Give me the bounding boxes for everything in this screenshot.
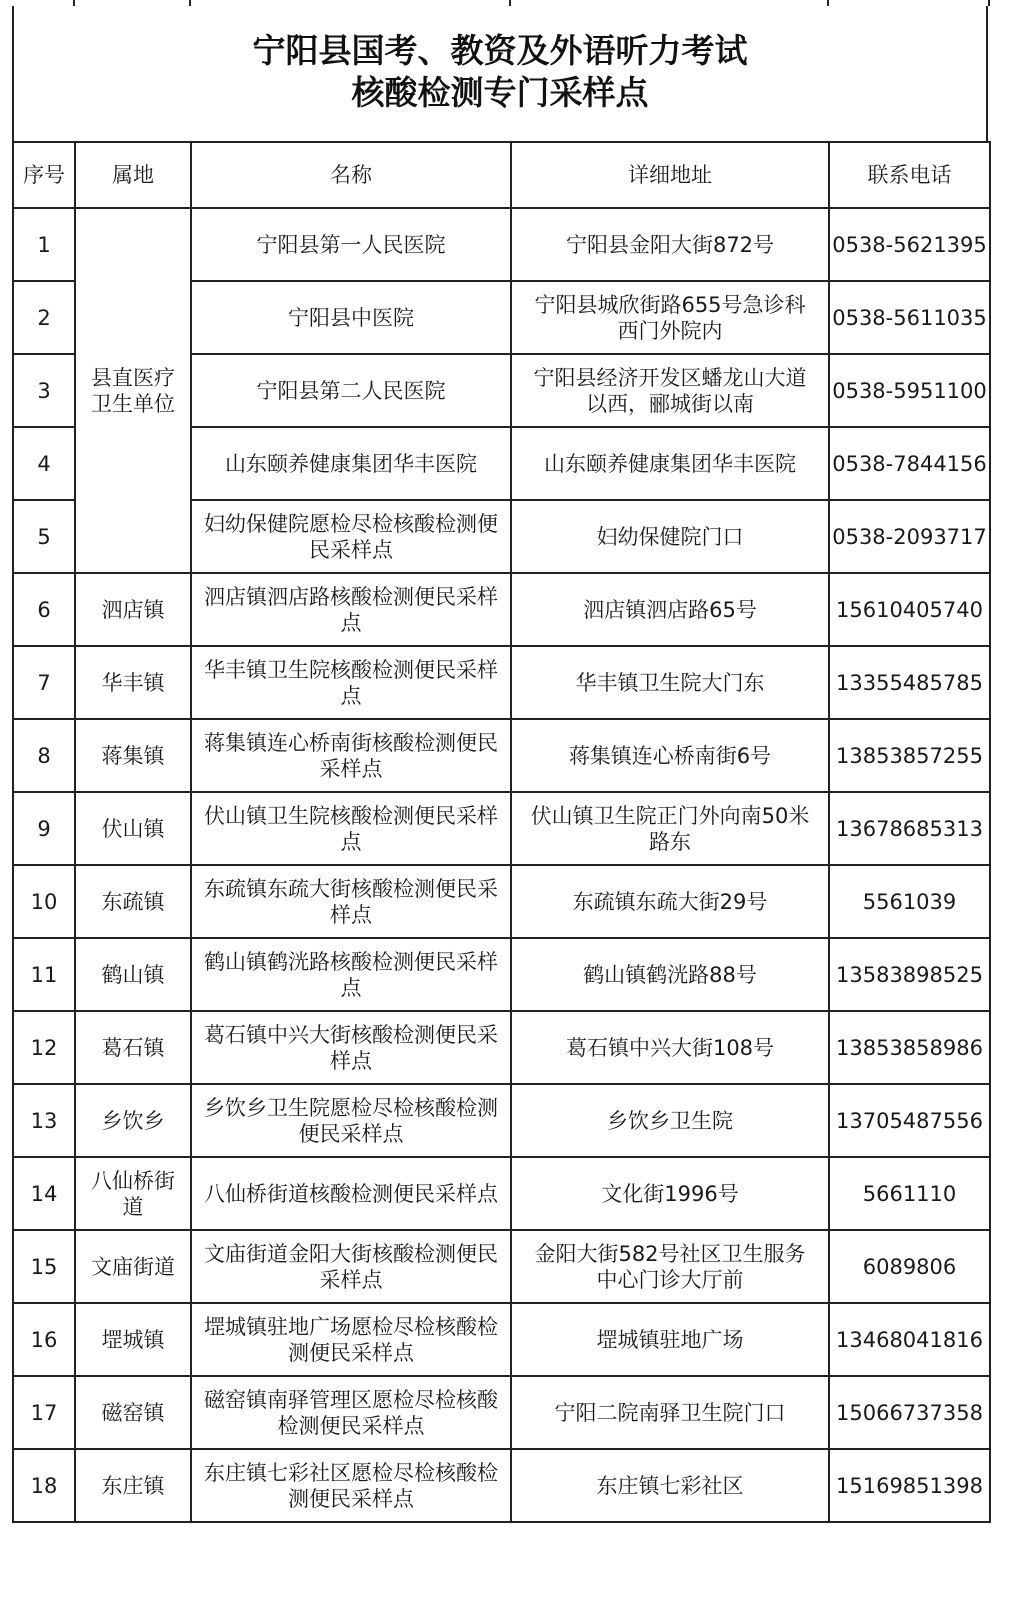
cell-name: 鹤山镇鹤洸路核酸检测便民采样点 — [191, 938, 511, 1011]
cell-phone: 13355485785 — [829, 646, 990, 719]
cell-name: 东疏镇东疏大街核酸检测便民采样点 — [191, 865, 511, 938]
cell-name: 蒋集镇连心桥南街核酸检测便民采样点 — [191, 719, 511, 792]
table-row — [13, 573, 990, 646]
cell-seq: 11 — [13, 938, 75, 1011]
cell-address: 堽城镇驻地广场 — [511, 1303, 829, 1376]
cell-name: 妇幼保健院愿检尽检核酸检测便民采样点 — [191, 500, 511, 573]
cell-phone: 15610405740 — [829, 573, 990, 646]
cell-seq: 8 — [13, 719, 75, 792]
cell-address: 蒋集镇连心桥南街6号 — [511, 719, 829, 792]
cell-name: 磁窑镇南驿管理区愿检尽检核酸检测便民采样点 — [191, 1376, 511, 1449]
title-line-2: 核酸检测专门采样点 — [351, 73, 649, 112]
table-row — [13, 865, 990, 938]
cell-area: 东疏镇 — [75, 865, 191, 938]
cell-area: 文庙街道 — [75, 1230, 191, 1303]
cell-area: 华丰镇 — [75, 646, 191, 719]
cell-seq: 15 — [13, 1230, 75, 1303]
cell-name: 泗店镇泗店路核酸检测便民采样点 — [191, 573, 511, 646]
cell-address: 金阳大街582号社区卫生服务中心门诊大厅前 — [511, 1230, 829, 1303]
cell-phone: 5561039 — [829, 865, 990, 938]
cell-phone: 6089806 — [829, 1230, 990, 1303]
cell-phone: 15066737358 — [829, 1376, 990, 1449]
table-row — [13, 1084, 990, 1157]
cell-address: 泗店镇泗店路65号 — [511, 573, 829, 646]
cell-phone: 0538-5621395 — [829, 208, 990, 281]
cell-seq: 3 — [13, 354, 75, 427]
cell-address: 东庄镇七彩社区 — [511, 1449, 829, 1522]
header-phone: 联系电话 — [829, 142, 990, 208]
cell-phone: 13853858986 — [829, 1011, 990, 1084]
cell-phone: 0538-2093717 — [829, 500, 990, 573]
cell-seq: 5 — [13, 500, 75, 573]
table-row — [13, 1157, 990, 1230]
cell-name: 堽城镇驻地广场愿检尽检核酸检测便民采样点 — [191, 1303, 511, 1376]
cell-address: 葛石镇中兴大街108号 — [511, 1011, 829, 1084]
cell-area: 八仙桥街道 — [75, 1157, 191, 1230]
cell-phone: 13678685313 — [829, 792, 990, 865]
cell-address: 宁阳县金阳大街872号 — [511, 208, 829, 281]
cell-address: 鹤山镇鹤洸路88号 — [511, 938, 829, 1011]
header-seq: 序号 — [13, 142, 75, 208]
cell-phone: 5661110 — [829, 1157, 990, 1230]
cell-phone: 0538-5951100 — [829, 354, 990, 427]
cell-name: 乡饮乡卫生院愿检尽检核酸检测便民采样点 — [191, 1084, 511, 1157]
cell-name: 华丰镇卫生院核酸检测便民采样点 — [191, 646, 511, 719]
cell-area-group: 县直医疗卫生单位 — [75, 208, 191, 573]
table-row — [13, 1303, 990, 1376]
cell-address: 乡饮乡卫生院 — [511, 1084, 829, 1157]
cell-name: 山东颐养健康集团华丰医院 — [191, 427, 511, 500]
table-row — [13, 938, 990, 1011]
cell-seq: 13 — [13, 1084, 75, 1157]
table-header-row — [13, 142, 990, 208]
cell-area: 泗店镇 — [75, 573, 191, 646]
cell-address: 华丰镇卫生院大门东 — [511, 646, 829, 719]
cell-area: 磁窑镇 — [75, 1376, 191, 1449]
cell-address: 文化街1996号 — [511, 1157, 829, 1230]
cell-phone: 0538-7844156 — [829, 427, 990, 500]
cell-name: 宁阳县第二人民医院 — [191, 354, 511, 427]
cell-seq: 6 — [13, 573, 75, 646]
table-body — [13, 208, 990, 1522]
header-name: 名称 — [191, 142, 511, 208]
header-area: 属地 — [75, 142, 191, 208]
table-row — [13, 646, 990, 719]
cell-seq: 7 — [13, 646, 75, 719]
cell-area: 蒋集镇 — [75, 719, 191, 792]
cell-address: 妇幼保健院门口 — [511, 500, 829, 573]
cell-seq: 4 — [13, 427, 75, 500]
cell-area: 鹤山镇 — [75, 938, 191, 1011]
table-row — [13, 208, 990, 281]
cell-area: 葛石镇 — [75, 1011, 191, 1084]
table-row — [13, 792, 990, 865]
cell-seq: 10 — [13, 865, 75, 938]
cell-address: 东疏镇东疏大街29号 — [511, 865, 829, 938]
cell-name: 葛石镇中兴大街核酸检测便民采样点 — [191, 1011, 511, 1084]
cell-seq: 18 — [13, 1449, 75, 1522]
cell-name: 宁阳县中医院 — [191, 281, 511, 354]
cell-phone: 13468041816 — [829, 1303, 990, 1376]
cell-seq: 16 — [13, 1303, 75, 1376]
cell-seq: 1 — [13, 208, 75, 281]
table-row — [13, 1449, 990, 1522]
cell-phone: 13853857255 — [829, 719, 990, 792]
table-row — [13, 1230, 990, 1303]
cell-area: 东庄镇 — [75, 1449, 191, 1522]
cell-area: 堽城镇 — [75, 1303, 191, 1376]
cell-phone: 13705487556 — [829, 1084, 990, 1157]
cell-seq: 17 — [13, 1376, 75, 1449]
sampling-points-table — [12, 141, 991, 1523]
table-row — [13, 1376, 990, 1449]
cell-address: 宁阳二院南驿卫生院门口 — [511, 1376, 829, 1449]
cell-name: 宁阳县第一人民医院 — [191, 208, 511, 281]
table-row — [13, 1011, 990, 1084]
title-line-1: 宁阳县国考、教资及外语听力考试 — [252, 31, 748, 70]
cell-address: 伏山镇卫生院正门外向南50米路东 — [511, 792, 829, 865]
cell-seq: 12 — [13, 1011, 75, 1084]
cell-area: 乡饮乡 — [75, 1084, 191, 1157]
cell-address: 山东颐养健康集团华丰医院 — [511, 427, 829, 500]
cell-seq: 9 — [13, 792, 75, 865]
cell-phone: 13583898525 — [829, 938, 990, 1011]
header-address: 详细地址 — [511, 142, 829, 208]
cell-seq: 2 — [13, 281, 75, 354]
cell-name: 八仙桥街道核酸检测便民采样点 — [191, 1157, 511, 1230]
cell-phone: 15169851398 — [829, 1449, 990, 1522]
top-edge-line — [988, 0, 990, 6]
table-row — [13, 719, 990, 792]
cell-address: 宁阳县城欣街路655号急诊科西门外院内 — [511, 281, 829, 354]
cell-name: 伏山镇卫生院核酸检测便民采样点 — [191, 792, 511, 865]
cell-name: 文庙街道金阳大街核酸检测便民采样点 — [191, 1230, 511, 1303]
page-title — [12, 30, 988, 114]
cell-address: 宁阳县经济开发区蟠龙山大道以西，郦城街以南 — [511, 354, 829, 427]
cell-seq: 14 — [13, 1157, 75, 1230]
cell-area: 伏山镇 — [75, 792, 191, 865]
cell-phone: 0538-5611035 — [829, 281, 990, 354]
cell-name: 东庄镇七彩社区愿检尽检核酸检测便民采样点 — [191, 1449, 511, 1522]
